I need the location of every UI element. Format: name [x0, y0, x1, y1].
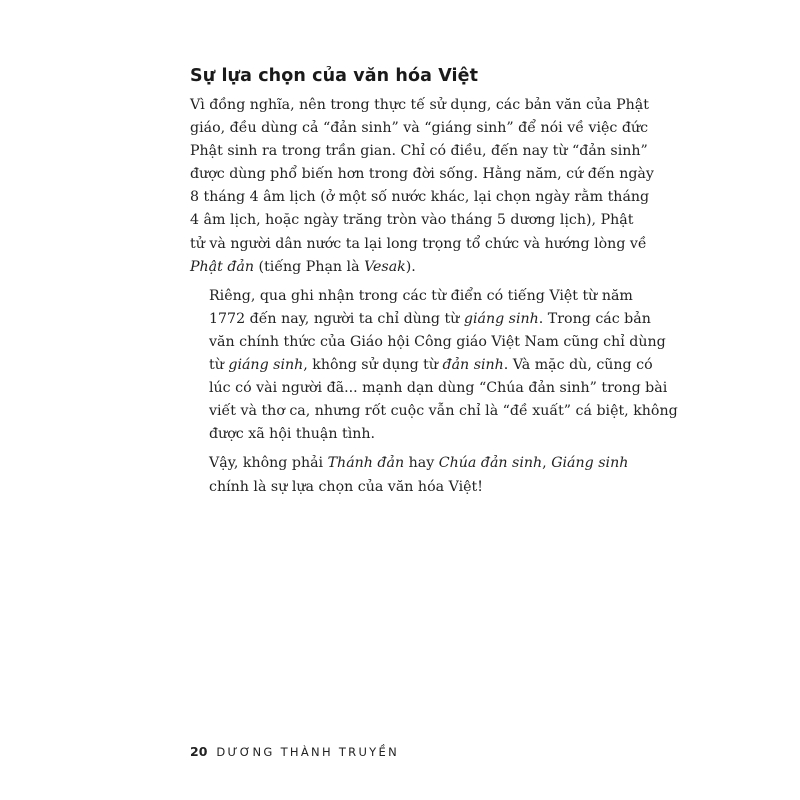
section-heading: Sự lựa chọn của văn hóa Việt: [190, 66, 479, 86]
text-run: hay: [404, 455, 439, 472]
text-line: [190, 377, 668, 400]
text-run: 8 tháng 4 âm lịch (ở một số nước khác, lại chọn ngày rằm tháng: [190, 189, 650, 206]
italic-term: giáng sinh: [228, 357, 304, 374]
text-run: văn chính thức của Giáo hội Công giáo Việt Nam cũng chỉ dùng: [209, 333, 666, 350]
text-run: Phật sinh ra trong trần gian. Chỉ có điều, đến nay từ “đản sinh”: [190, 143, 648, 160]
text-run: 1772 đến nay, người ta chỉ dùng từ: [209, 310, 464, 327]
italic-term: Thánh đản: [327, 455, 405, 472]
text-line: [190, 285, 633, 308]
text-line: [190, 400, 678, 423]
text-line: [190, 331, 666, 354]
text-line: [190, 308, 651, 331]
text-line: [190, 186, 650, 209]
text-run: lúc có vài người đã... mạnh dạn dùng “Chúa đản sinh” trong bài: [209, 380, 668, 397]
text-run: chính là sự lựa chọn của văn hóa Việt!: [209, 478, 483, 495]
italic-term: Phật đản: [190, 258, 255, 275]
text-line: [190, 233, 647, 256]
text-run: giáo, đều dùng cả “đản sinh” và “giáng sinh” để nói về việc đức: [190, 120, 649, 137]
text-line: [190, 94, 649, 117]
text-run: , không sử dụng từ: [303, 357, 443, 374]
italic-term: Giáng sinh: [551, 455, 629, 472]
text-line: [190, 452, 629, 475]
text-run: ).: [405, 258, 416, 275]
text-line: [190, 117, 649, 140]
text-line: [190, 163, 654, 186]
text-run: (tiếng Phạn là: [254, 258, 365, 275]
italic-term: giáng sinh: [463, 310, 539, 327]
text-line: [190, 209, 634, 232]
text-line: [190, 140, 648, 163]
paragraph-3: [190, 452, 629, 498]
text-run: Riêng, qua ghi nhận trong các từ điển có tiếng Việt từ năm: [209, 287, 633, 304]
text-line: [190, 256, 614, 279]
running-head-author: DƯƠNG THÀNH TRUYỀN: [216, 745, 399, 759]
text-run: được dùng phổ biến hơn trong đời sống. Hằng năm, cứ đến ngày: [190, 166, 654, 183]
italic-term: Vesak: [364, 258, 406, 275]
text-line: [190, 354, 653, 377]
text-run: . Trong các bản: [538, 310, 651, 327]
body-text: [190, 94, 678, 505]
text-run: được xã hội thuận tình.: [209, 426, 376, 443]
text-run: ,: [542, 455, 552, 472]
text-run: tử và người dân nước ta lại long trọng tổ chức và hướng lòng về: [190, 235, 647, 252]
text-line: [190, 423, 614, 446]
text-run: 4 âm lịch, hoặc ngày trăng tròn vào tháng 5 dương lịch), Phật: [190, 212, 634, 229]
italic-term: Chúa đản sinh: [438, 455, 543, 472]
italic-term: đản sinh: [442, 357, 504, 374]
paragraph-1: [190, 94, 654, 279]
text-run: viết và thơ ca, nhưng rốt cuộc vẫn chỉ là “đề xuất” cá biệt, không: [209, 403, 678, 420]
text-run: Vì đồng nghĩa, nên trong thực tế sử dụng, các bản văn của Phật: [190, 97, 649, 113]
page-footer: [190, 744, 399, 759]
text-run: Vậy, không phải: [209, 455, 328, 472]
text-line: [190, 476, 614, 499]
text-run: . Và mặc dù, cũng có: [503, 357, 653, 374]
text-run: từ: [209, 357, 229, 374]
paragraph-2: [190, 285, 678, 447]
page-number: 20: [190, 744, 208, 759]
